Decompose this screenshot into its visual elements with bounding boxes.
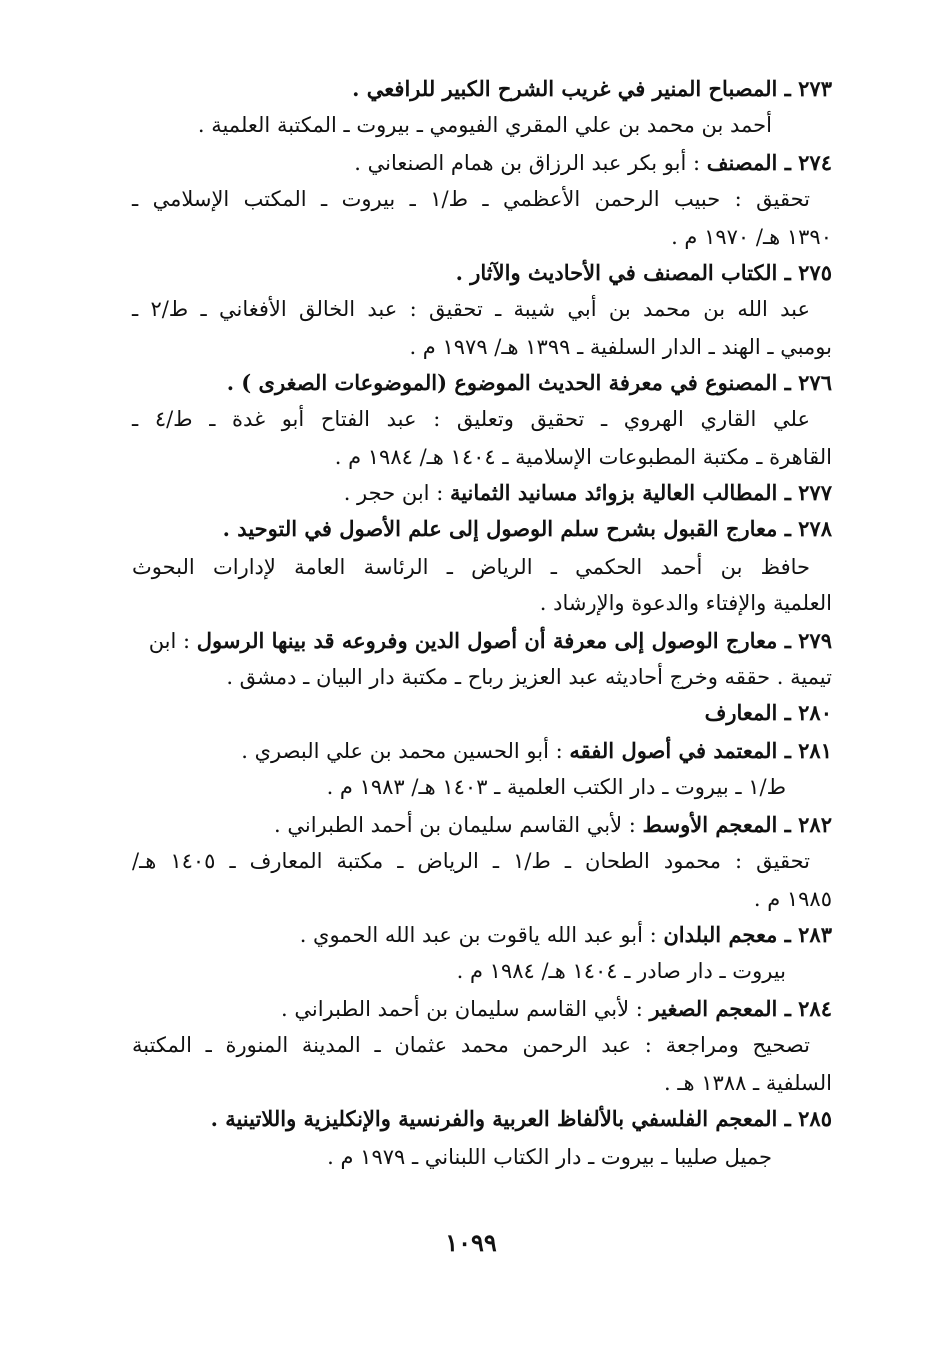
entry-details: تحقيق : حبيب الرحمن الأعظمي ـ ط/١ ـ بيروت ـ المكتب الإسلامي ـ (132, 187, 810, 211)
entry-title: ٢٨٢ ـ المعجم الأوسط (642, 812, 832, 837)
reference-line (132, 402, 810, 436)
entry-title: ٢٧٥ ـ الكتاب المصنف في الأحاديث والآثار . (455, 260, 832, 285)
reference-line (327, 1140, 772, 1174)
reference-line (223, 512, 832, 546)
reference-line (456, 256, 832, 290)
reference-line (300, 918, 832, 952)
entry-details: : لأبي القاسم سليمان بن أحمد الطبراني . (274, 813, 643, 837)
reference-line (409, 330, 832, 364)
entry-title: ٢٧٨ ـ معارج القبول بشرح سلم الوصول إلى علم الأصول في التوحيد . (222, 516, 832, 541)
reference-line (664, 1066, 832, 1100)
entry-title: ٢٨٣ ـ معجم البلدان (663, 922, 832, 947)
entry-details: حافظ بن أحمد الحكمي ـ الرياض ـ الرئاسة العامة لإدارات البحوث (132, 555, 810, 579)
entry-details: علي القاري الهروي ـ تحقيق وتعليق : عبد الفتاح أبو غدة ـ ط/٤ ـ (132, 407, 811, 431)
reference-line (540, 586, 832, 620)
reference-line (705, 696, 832, 730)
reference-line (327, 770, 786, 804)
entry-title: ٢٨٥ ـ المعجم الفلسفي بالألفاظ العربية والفرنسية والإنكليزية واللاتينية . (210, 1106, 832, 1131)
reference-line (354, 146, 832, 180)
entry-details: : أبو بكر عبد الرزاق بن همام الصنعاني . (354, 151, 707, 175)
entry-title: ٢٧٧ ـ المطالب العالية بزوائد مسانيد الثمانية (449, 480, 832, 505)
entry-details: السلفية ـ ١٣٨٨ هـ . (663, 1071, 832, 1095)
entry-title: ٢٧٣ ـ المصباح المنير في غريب الشرح الكبير للرافعي . (352, 76, 832, 101)
entry-details: بومبي ـ الهند ـ الدار السلفية ـ ١٣٩٩ هـ/ ١٩٧٩ م . (409, 335, 832, 359)
page-number: ١٠٩٩ (445, 1228, 497, 1257)
reference-line (671, 220, 832, 254)
entry-details: تصحيح ومراجعة : عبد الرحمن محمد عثمان ـ المدينة المنورة ـ المكتبة (132, 1033, 810, 1057)
entry-details: ط/١ ـ بيروت ـ دار الكتب العلمية ـ ١٤٠٣ هـ/ ١٩٨٣ م . (326, 775, 786, 799)
entry-details: تيمية . حققه وخرج أحاديثه عبد العزيز رباح ـ مكتبة دار البيان ـ دمشق . (226, 665, 832, 689)
reference-line (132, 182, 810, 216)
reference-line (132, 292, 810, 326)
reference-line (226, 660, 832, 694)
entry-details: القاهرة ـ مكتبة المطبوعات الإسلامية ـ ١٤٠٤ هـ/ ١٩٨٤ م . (334, 445, 832, 469)
reference-line (227, 366, 832, 400)
reference-line (274, 808, 832, 842)
entry-title: ٢٧٤ ـ المصنف (706, 150, 832, 175)
entry-title: ٢٧٦ ـ المصنوع في معرفة الحديث الموضوع (الموضوعات الصغرى ) . (226, 370, 832, 395)
reference-line (457, 954, 786, 988)
entry-title: ٢٧٩ ـ معارج الوصول إلى معرفة أن أصول الدين وفروعه قد بينها الرسول (196, 628, 832, 653)
reference-line (241, 734, 832, 768)
reference-line (281, 992, 832, 1026)
reference-line (132, 550, 810, 584)
reference-line (198, 108, 772, 142)
entry-details: : أبو عبد الله ياقوت بن عبد الله الحموي . (299, 923, 664, 947)
reference-line (344, 476, 832, 510)
entry-details: : ابن حجر . (343, 481, 450, 505)
reference-line (335, 440, 832, 474)
entry-details: أحمد بن محمد بن علي المقري الفيومي ـ بيروت ـ المكتبة العلمية . (197, 113, 772, 137)
entry-details: جميل صليبا ـ بيروت ـ دار الكتاب اللبناني ـ ١٩٧٩ م . (327, 1145, 772, 1169)
entry-details: ١٩٨٥ م . (753, 887, 832, 911)
entry-details: : ابن (148, 629, 197, 653)
reference-line (352, 72, 832, 106)
reference-line (149, 624, 832, 658)
entry-title: ٢٨٠ ـ المعارف (704, 700, 832, 725)
entry-details: ١٣٩٠ هـ/ ١٩٧٠ م . (671, 225, 832, 249)
entry-details: : أبو الحسين محمد بن علي البصري . (241, 739, 570, 763)
entry-title: ٢٨١ ـ المعتمد في أصول الفقه (569, 738, 832, 763)
reference-line (754, 882, 832, 916)
entry-details: عبد الله بن محمد بن أبي شيبة ـ تحقيق : عبد الخالق الأفغاني ـ ط/٢ ـ (132, 297, 810, 321)
entry-details: : لأبي القاسم سليمان بن أحمد الطبراني . (281, 997, 650, 1021)
entry-details: العلمية والإفتاء والدعوة والإرشاد . (539, 591, 832, 615)
reference-line (132, 1028, 810, 1062)
reference-line (132, 844, 810, 878)
entry-details: بيروت ـ دار صادر ـ ١٤٠٤ هـ/ ١٩٨٤ م . (456, 959, 786, 983)
reference-line (211, 1102, 832, 1136)
entry-title: ٢٨٤ ـ المعجم الصغير (649, 996, 832, 1021)
entry-details: تحقيق : محمود الطحان ـ ط/١ ـ الرياض ـ مكتبة المعارف ـ ١٤٠٥ هـ/ (132, 849, 810, 873)
